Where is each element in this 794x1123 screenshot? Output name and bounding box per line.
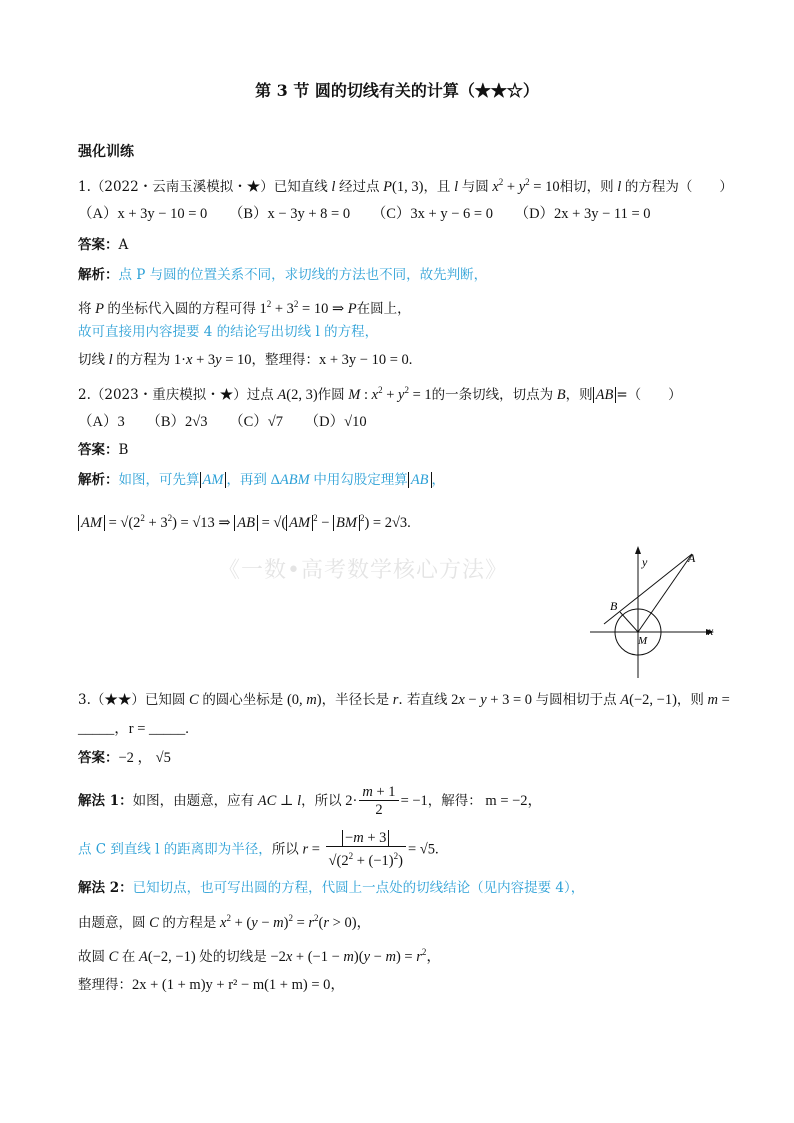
- label-b: B: [610, 599, 618, 613]
- q2-analysis-1: 解析：如图，可先算 AM ，再到 ΔABM 中用勾股定理算 AB ，: [78, 472, 446, 488]
- q1-options: [78, 204, 669, 224]
- q3-method1: 解法 1：如图，由题意，应有 AC ⊥ l，所以 2· $\frac{m + 1}{2}$ = −1，解得： m = −2，: [78, 784, 543, 818]
- label-a: A: [688, 551, 696, 565]
- q2-options: [78, 412, 385, 432]
- q2-figure: [590, 540, 720, 680]
- q3-method2: 解法 2：已知切点，也可写出圆的方程，代圆上一点处的切线结论（见内容提要 4），: [78, 880, 585, 896]
- q1-stem: 1.（2022・云南玉溪模拟・★）已知直线 l 经过点 P(1, 3)，且 l 与圆 $x^2 + y^2 = 10$相切，则 l 的方程为（ ）: [78, 177, 733, 195]
- q3-method2-line2: 由题意，圆 C 的方程是 $x^2 + (y - m)^2 = r^2(r > 0)$，: [78, 913, 372, 931]
- q2-option-a[interactable]: （A）3: [78, 414, 125, 430]
- q3-distance: 点 C 到直线 l 的距离即为半径，所以 r = $\frac{-m + 3}{√(2^2 + (-1)^2)}$ = √5.: [78, 830, 439, 869]
- q2-option-b[interactable]: （B）2√3: [146, 414, 208, 430]
- q1-analysis-2: 将 P 的坐标代入圆的方程可得 $1^2 + 3^2 = 10$ ⇒ P在圆上，: [78, 299, 411, 317]
- q2-stem: 2.（2023・重庆模拟・★）过点 A(2, 3)作圆 M : $x^2 + y^2 = 1$的一条切线，切点为 B，则 AB =（ ）: [78, 385, 682, 403]
- q1-option-d[interactable]: （D）2x + 3y − 11 = 0: [514, 206, 651, 222]
- section-heading: 强化训练: [78, 144, 134, 160]
- q1-option-b[interactable]: （B）x − 3y + 8 = 0: [228, 206, 351, 222]
- q2-option-c[interactable]: （C）√7: [229, 414, 284, 430]
- q2-answer: 答案：B: [78, 442, 129, 458]
- label-y: y: [642, 555, 648, 569]
- q2-option-d[interactable]: （D）√10: [304, 414, 367, 430]
- label-x: x: [708, 624, 714, 638]
- q1-analysis-3: 故可直接用内容提要 4 的结论写出切线 l 的方程，: [78, 324, 379, 340]
- q3-blanks: _____，r = _____.: [78, 721, 189, 737]
- q1-option-a[interactable]: （A）x + 3y − 10 = 0: [78, 206, 208, 222]
- segment-bm: [620, 612, 638, 632]
- q1-analysis-4: 切线 l 的方程为 1·x + 3y = 10，整理得：x + 3y − 10 = 0.: [78, 352, 413, 368]
- y-axis-arrow: [635, 546, 641, 554]
- q1-answer: 答案：A: [78, 237, 129, 253]
- page-title: 第 3 节 圆的切线有关的计算（★★☆）: [255, 81, 539, 100]
- q2-computation: AM = $√(2^2 + 3^2) = √13$ ⇒ AB = √( AM $^2$ − BM $^2$) = 2√3.: [78, 508, 411, 533]
- label-m: M: [638, 635, 648, 647]
- q3-method2-line4: 整理得：2x + (1 + m)y + r² − m(1 + m) = 0，: [78, 977, 345, 993]
- q3-stem: 3.（★★）已知圆 C 的圆心坐标是 (0, m)，半径长是 r. 若直线 2x − y + 3 = 0 与圆相切于点 A(−2, −1)，则 m =: [78, 692, 730, 708]
- tangent-line: [604, 554, 692, 624]
- q1-analysis-1: 解析：点 P 与圆的位置关系不同，求切线的方法也不同，故先判断，: [78, 267, 488, 283]
- watermark: 《一数•高考数学核心方法》: [218, 558, 508, 583]
- q3-method2-line3: 故圆 C 在 A(−2, −1) 处的切线是 $-2x + (-1 - m)(y - m) = r^2$，: [78, 947, 441, 965]
- q1-option-c[interactable]: （C）3x + y − 6 = 0: [371, 206, 493, 222]
- q3-answer: 答案：−2 ， √5: [78, 750, 171, 766]
